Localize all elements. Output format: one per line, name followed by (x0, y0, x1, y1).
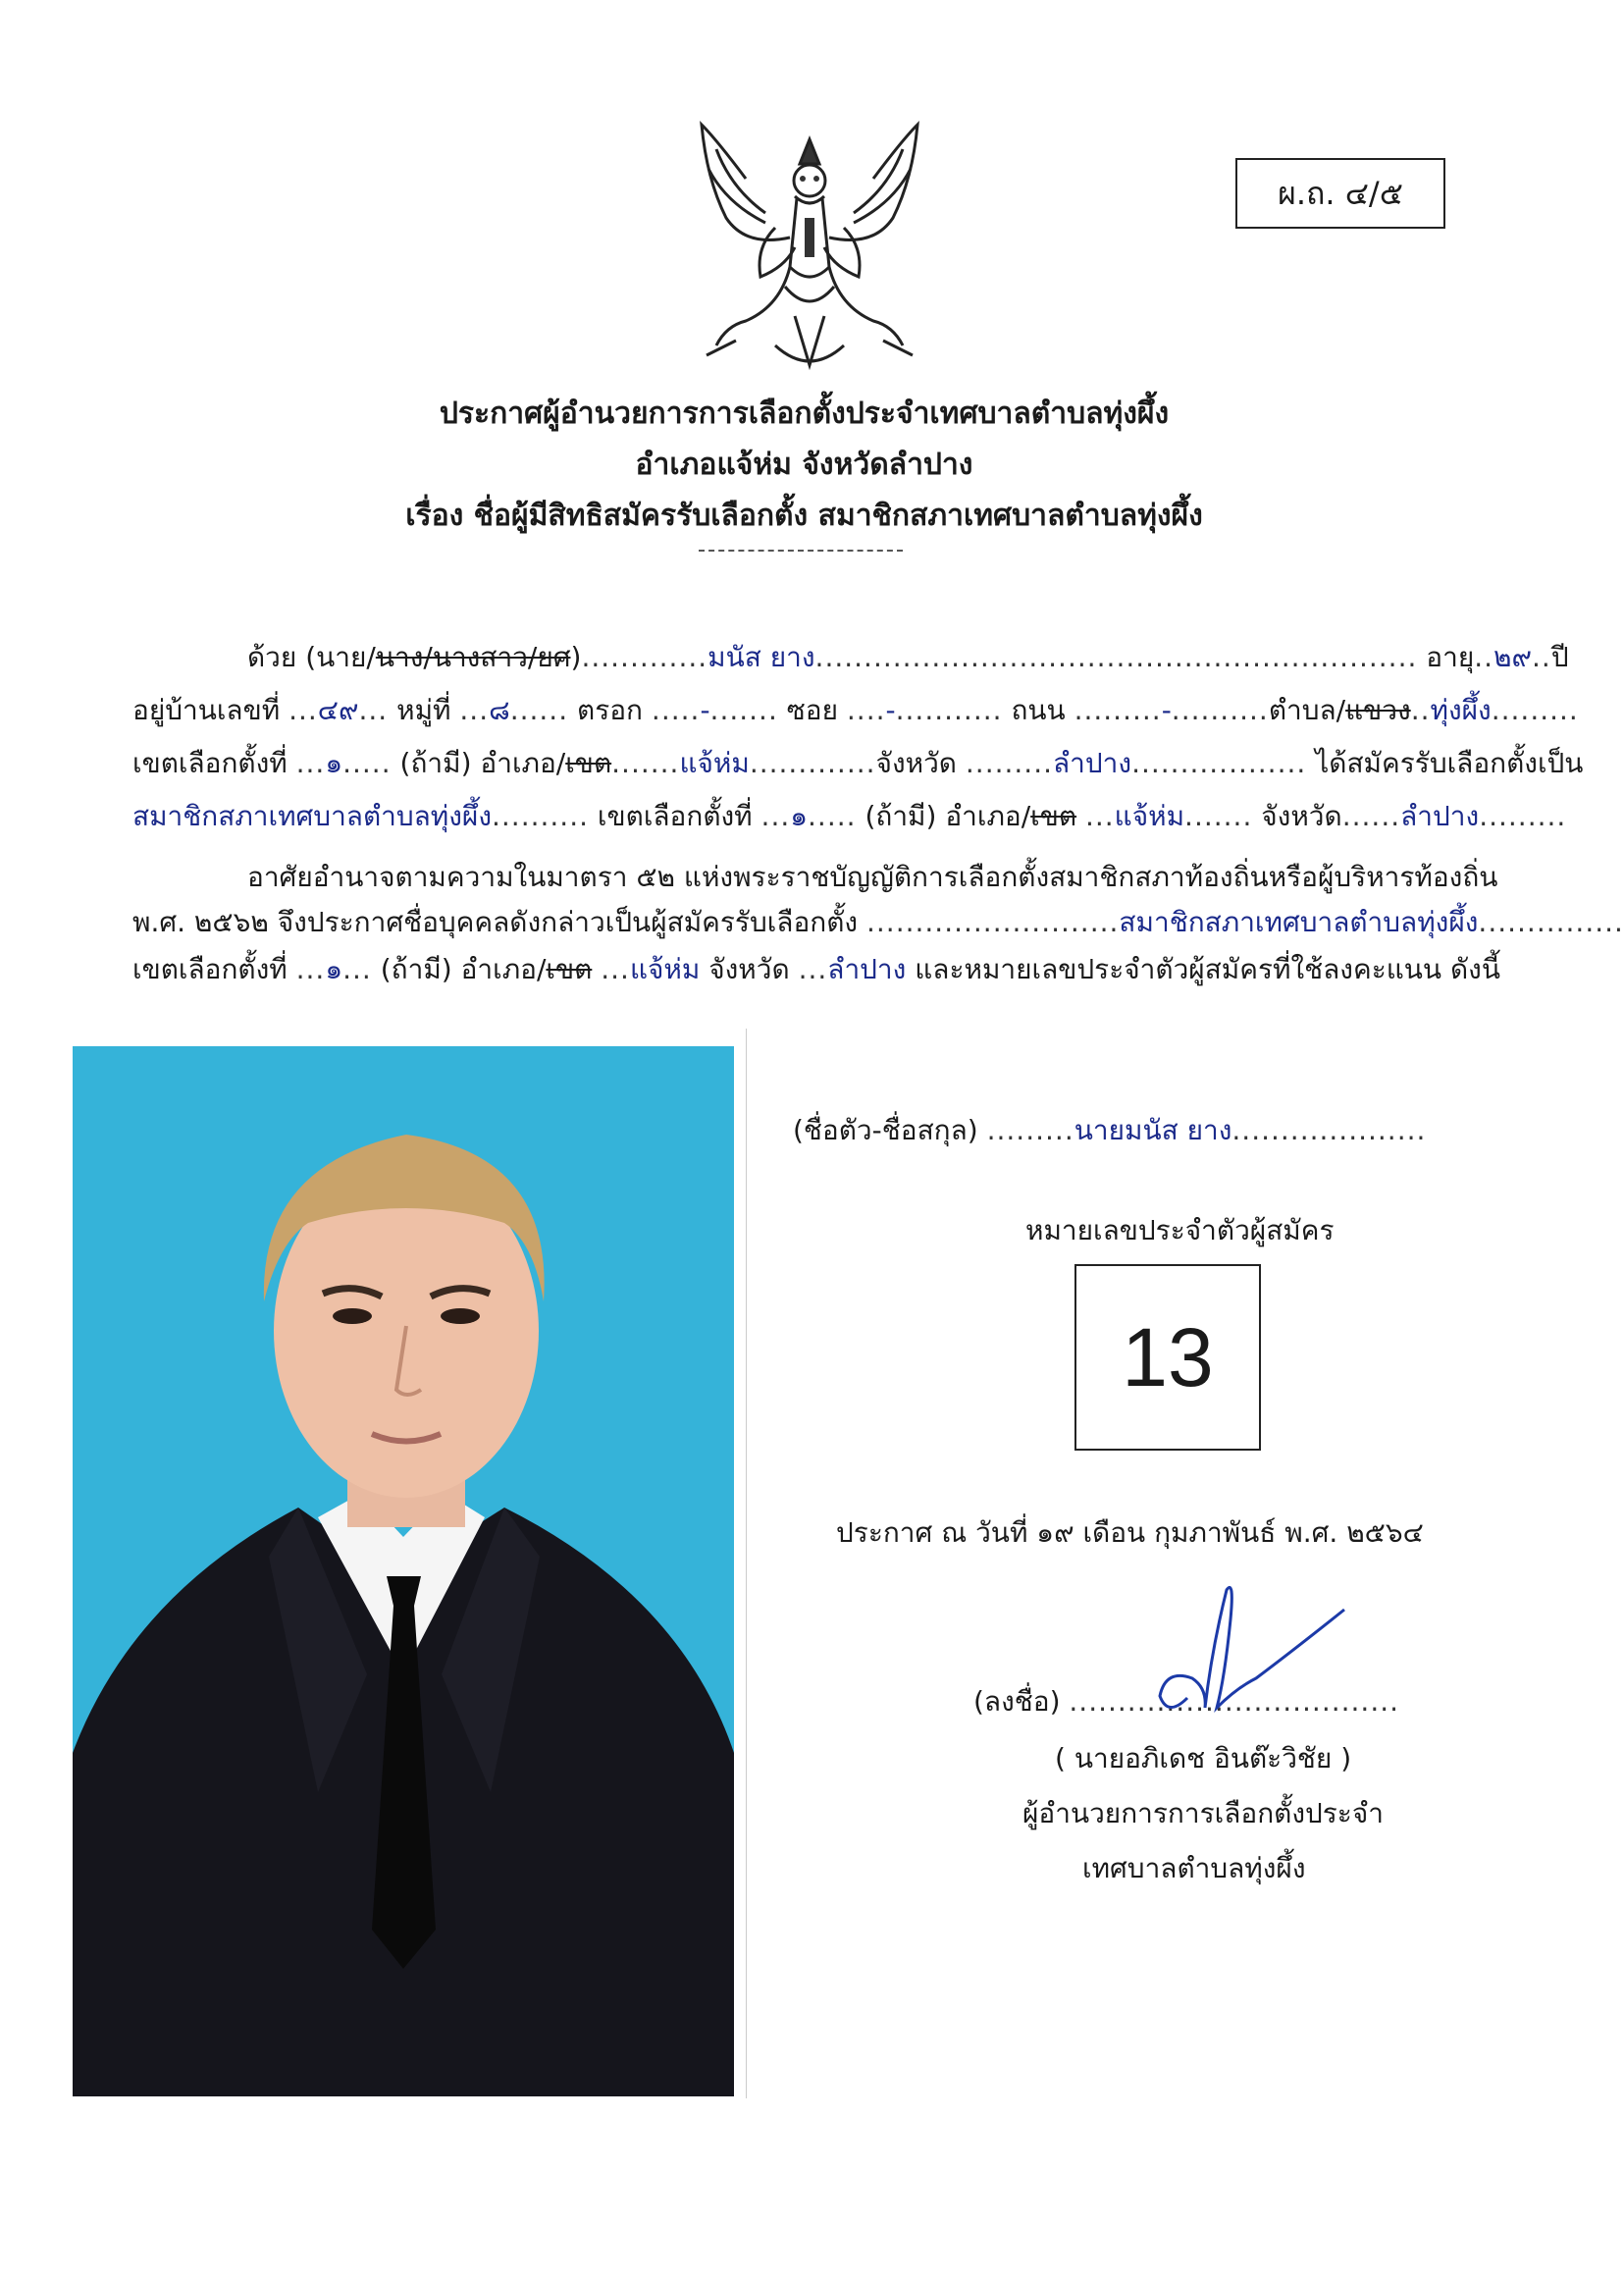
candidate-number-box (1074, 1264, 1261, 1451)
soi-label: ซอย (786, 694, 838, 726)
candidate-name-line: (ชื่อตัว-ชื่อสกุล) .........นายมนัส ยาง.................... (793, 1114, 1427, 1146)
province-value-2: ลำปาง (1400, 800, 1480, 832)
body-line-1: ด้วย (นาย/นาง/นางสาว/ยศ).............มนัส ยาง.............................................................. อายุ..๒๙..ปี (247, 641, 1569, 673)
struck-khet-2: เขต (1030, 800, 1077, 832)
house-number-value: ๔๙ (317, 694, 359, 726)
announcement-title-line2: อำเภอแจ้ห่ม จังหวัดลำปาง (635, 448, 973, 482)
province-value: ลำปาง (1053, 747, 1132, 779)
announcement-subject: เรื่อง ชื่อผู้มีสิทธิสมัครรับเลือกตั้ง สมาชิกสภาเทศบาลตำบลทุ่งผึ้ง (405, 499, 1203, 533)
candidate-photo (73, 1046, 734, 2096)
road-value: - (1161, 694, 1172, 726)
district-value-2: ๑ (790, 800, 809, 832)
struck-titles: นาง/นางสาว/ยศ (375, 641, 571, 673)
signer-name: ( นายอภิเดช อินต๊ะวิชัย ) (1055, 1742, 1352, 1774)
announce-prefix: พ.ศ. ๒๕๖๒ จึงประกาศชื่อบุคคลดังกล่าวเป็นผู้สมัครรับเลือกตั้ง (132, 906, 859, 938)
announce-position-value: สมาชิกสภาเทศบาลตำบลทุ่งผึ้ง (1119, 906, 1479, 938)
struck-khet-3: เขต (546, 953, 593, 985)
form-code-box (1235, 158, 1445, 229)
close-paren: ) (570, 641, 582, 673)
candidate-number: 13 (1122, 1310, 1214, 1403)
district-label: เขตเลือกตั้งที่ (132, 747, 288, 779)
title-divider (699, 550, 903, 552)
amphoe-value-3: แจ้ห่ม (629, 953, 701, 985)
body-p2-line-1: อาศัยอำนาจตามความในมาตรา ๕๒ แห่งพระราชบัญญัติการเลือกตั้งสมาชิกสภาท้องถิ่นหรือผู้บริหารท้องถิ่น (247, 861, 1498, 893)
district-value: ๑ (325, 747, 343, 779)
body-line-4: สมาชิกสภาเทศบาลตำบลทุ่งผึ้ง.......... เขตเลือกตั้งที่ ...๑..... (ถ้ามี) อำเภอ/เขต ...แจ้ห่ม....... จังหวัด......ลำปาง......... (132, 800, 1567, 832)
trok-value: - (700, 694, 710, 726)
sign-label: (ลงชื่อ) (973, 1685, 1061, 1718)
amphoe-label-2: (ถ้ามี) อำเภอ/ (864, 800, 1031, 832)
candidate-number-label: หมายเลขประจำตัวผู้สมัคร (1025, 1214, 1335, 1246)
body-line-2: อยู่บ้านเลขที่ ...๔๙... หมู่ที่ ...๘...... ตรอก .....-....... ซอย ....-........... ถนน .........-..........ตำบล/แขวง..ทุ่งผึ้ง......... (132, 694, 1579, 726)
age-unit: ปี (1550, 641, 1569, 673)
body-p2-line-2: พ.ศ. ๒๕๖๒ จึงประกาศชื่อบุคคลดังกล่าวเป็นผู้สมัครรับเลือกตั้ง ..........................สมาชิกสภาเทศบาลตำบลทุ่งผึ้ง............... (132, 906, 1624, 938)
district-label-3: เขตเลือกตั้งที่ (132, 953, 288, 985)
struck-khwaeng: แขวง (1345, 694, 1411, 726)
age-value: ๒๙ (1493, 641, 1533, 673)
body-line-3: เขตเลือกตั้งที่ ...๑..... (ถ้ามี) อำเภอ/เขต.......แจ้ห่ม.............จังหวัด .........ลำปาง.................. ได้สมัครรับเลือกตั้งเป็น (132, 747, 1584, 779)
house-number-label: อยู่บ้านเลขที่ (132, 694, 281, 726)
announcement-title-line1: ประกาศผู้อำนวยการการเลือกตั้งประจำเทศบาลตำบลทุ่งผึ้ง (439, 397, 1170, 431)
trok-label: ตรอก (577, 694, 644, 726)
announcement-date: ประกาศ ณ วันที่ ๑๙ เดือน กุมภาพันธ์ พ.ศ. ๒๕๖๔ (836, 1516, 1424, 1549)
province-label: จังหวัด (875, 747, 957, 779)
road-label: ถนน (1011, 694, 1066, 726)
applicant-name-value: มนัส ยาง (707, 641, 815, 673)
moo-label: หมู่ที่ (396, 694, 451, 726)
province-label-3: จังหวัด (708, 953, 790, 985)
province-value-3: ลำปาง (827, 953, 907, 985)
amphoe-label: (ถ้ามี) อำเภอ/ (399, 747, 566, 779)
sign-line: (ลงชื่อ) .................................. (973, 1685, 1400, 1718)
signer-title-line1: ผู้อำนวยการการเลือกตั้งประจำ (1022, 1797, 1384, 1829)
amphoe-value-2: แจ้ห่ม (1114, 800, 1185, 832)
candidate-name-value: นายมนัส ยาง (1074, 1114, 1232, 1146)
signer-title-line2: เทศบาลตำบลทุ่งผึ้ง (1082, 1852, 1306, 1884)
soi-value: - (885, 694, 896, 726)
district-label-2: เขตเลือกตั้งที่ (597, 800, 753, 832)
candidate-portrait-icon (73, 1046, 734, 2096)
photo-edge (746, 1029, 747, 2098)
amphoe-label-3: (ถ้ามี) อำเภอ/ (380, 953, 547, 985)
moo-value: ๘ (489, 694, 510, 726)
garuda-emblem-icon (687, 120, 932, 383)
province-label-2: จังหวัด (1261, 800, 1342, 832)
tambon-label: ตำบล/ (1268, 694, 1346, 726)
title-prefix: ด้วย (นาย/ (247, 641, 376, 673)
struck-khet: เขต (565, 747, 612, 779)
applied-as-label: ได้สมัครรับเลือกตั้งเป็น (1315, 747, 1584, 779)
amphoe-value: แจ้ห่ม (679, 747, 750, 779)
candidate-name-label: (ชื่อตัว-ชื่อสกุล) (793, 1114, 978, 1146)
form-code: ผ.ถ. ๔/๕ (1278, 174, 1403, 212)
position-value: สมาชิกสภาเทศบาลตำบลทุ่งผึ้ง (132, 800, 492, 832)
signature-icon (1148, 1580, 1354, 1727)
tambon-value: ทุ่งผึ้ง (1430, 694, 1492, 726)
district-value-3: ๑ (325, 953, 343, 985)
age-label: อายุ (1426, 641, 1475, 673)
announce-suffix: และหมายเลขประจำตัวผู้สมัครที่ใช้ลงคะแนน ดังนี้ (915, 953, 1500, 985)
body-p2-line-3: เขตเลือกตั้งที่ ...๑... (ถ้ามี) อำเภอ/เขต ...แจ้ห่ม จังหวัด ...ลำปาง และหมายเลขประจำตัวผู้สมัครที่ใช้ลงคะแนน ดังนี้ (132, 953, 1500, 985)
